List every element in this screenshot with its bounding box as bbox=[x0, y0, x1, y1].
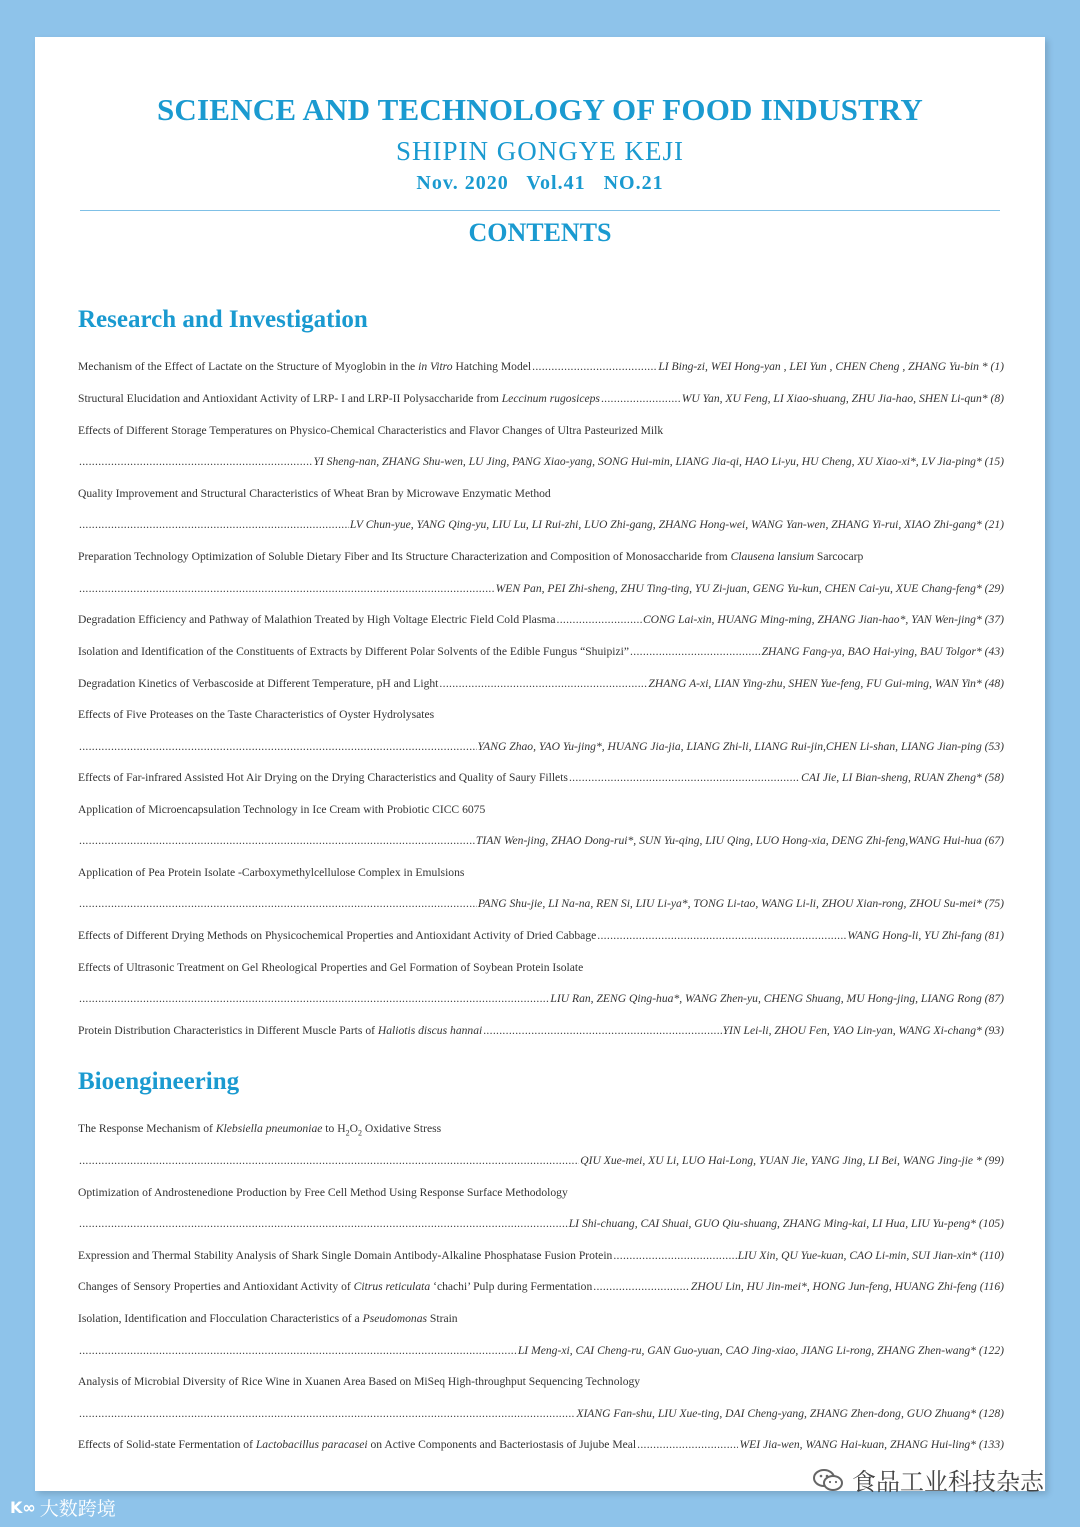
toc-entry bbox=[78, 708, 1004, 724]
toc-authors: LIU Xin, QU Yue-kuan, CAO Li-min, SUI Jian-xin* (110) bbox=[737, 1249, 1004, 1262]
leader-dots bbox=[79, 1217, 568, 1230]
toc-authors: YI Sheng-nan, ZHANG Shu-wen, LU Jing, PANG Xiao-yang, SONG Hui-min, LIANG Jia-qi, HAO Li-yu, HU Cheng, XU Xiao-xi*, LV Jia-ping* (15) bbox=[313, 455, 1004, 468]
leader-dots bbox=[630, 645, 761, 658]
wechat-icon bbox=[812, 1467, 844, 1493]
leader-dots bbox=[637, 1438, 738, 1451]
leader-dots bbox=[532, 360, 657, 373]
leader-dots bbox=[79, 582, 495, 595]
toc-title: Effects of Different Drying Methods on Physicochemical Properties and Antioxidant Activity of Dried Cabbage bbox=[78, 929, 597, 942]
toc-entry bbox=[78, 961, 1004, 977]
leader-dots bbox=[79, 992, 549, 1005]
toc-title: Analysis of Microbial Diversity of Rice Wine in Xuanen Area Based on MiSeq High-throughput Sequencing Technology bbox=[78, 1375, 641, 1388]
corner-logo bbox=[10, 1494, 116, 1521]
leader-dots bbox=[439, 677, 647, 690]
toc-entry bbox=[78, 929, 1004, 945]
toc-authors: ZHANG Fang-ya, BAO Hai-ying, BAU Tolgor* (43) bbox=[761, 645, 1004, 658]
toc-entry bbox=[78, 1024, 1004, 1040]
toc-title: Degradation Efficiency and Pathway of Malathion Treated by High Voltage Electric Field Cold Plasma bbox=[78, 613, 556, 626]
toc-entry bbox=[78, 645, 1004, 661]
pinyin-title: SHIPIN GONGYE KEJI bbox=[396, 136, 684, 166]
toc-title: Protein Distribution Characteristics in Different Muscle Parts of Haliotis discus hannai bbox=[78, 1024, 483, 1037]
toc-title: Mechanism of the Effect of Lactate on the Structure of Myoglobin in the in Vitro Hatching Model bbox=[78, 360, 532, 373]
toc-authors: CAI Jie, LI Bian-sheng, RUAN Zheng* (58) bbox=[801, 771, 1004, 784]
toc-authors: LI Bing-zi, WEI Hong-yan , LEI Yun , CHEN Cheng , ZHANG Yu-bin * (1) bbox=[658, 360, 1004, 373]
toc-entry bbox=[78, 1186, 1004, 1202]
toc-entry bbox=[78, 1312, 1004, 1328]
toc-entry bbox=[78, 1217, 1004, 1233]
toc-title: Effects of Far-infrared Assisted Hot Air Drying on the Drying Characteristics and Quality of Saury Fillets bbox=[78, 771, 568, 784]
toc-authors: WU Yan, XU Feng, LI Xiao-shuang, ZHU Jia-hao, SHEN Li-qun* (8) bbox=[681, 392, 1004, 405]
leader-dots bbox=[79, 740, 477, 753]
toc-title: Changes of Sensory Properties and Antioxidant Activity of Citrus reticulata ‘chachi’ Pulp during Fermentation bbox=[78, 1280, 593, 1293]
toc-title: The Response Mechanism of Klebsiella pneumoniae to $H_2O_2$ Oxidative Stress bbox=[78, 1122, 442, 1138]
leader-dots bbox=[557, 613, 642, 626]
toc-authors: TIAN Wen-jing, ZHAO Dong-rui*, SUN Yu-qing, LIU Qing, LUO Hong-xia, DENG Zhi-feng,WANG Hui-hua (67) bbox=[475, 834, 1004, 847]
toc-title: Degradation Kinetics of Verbascoside at Different Temperature, pH and Light bbox=[78, 677, 439, 690]
toc-entry bbox=[78, 487, 1004, 503]
toc-title: Isolation and Identification of the Constituents of Extracts by Different Polar Solvents of the Edible Fungus “Shuipizi” bbox=[78, 645, 630, 658]
toc-authors: LI Meng-xi, CAI Cheng-ru, GAN Guo-yuan, CAO Jing-xiao, JIANG Li-rong, ZHANG Zhen-wang* (122) bbox=[517, 1344, 1004, 1357]
toc-entry bbox=[78, 1375, 1004, 1391]
leader-dots bbox=[79, 834, 475, 847]
toc-entry bbox=[78, 455, 1004, 471]
toc-title: Effects of Ultrasonic Treatment on Gel Rheological Properties and Gel Formation of Soybean Protein Isolate bbox=[78, 961, 584, 974]
watermark-text: 食品工业科技杂志 bbox=[852, 1468, 1044, 1496]
section-heading-research: Research and Investigation bbox=[78, 306, 368, 333]
toc-authors: LIU Ran, ZENG Qing-hua*, WANG Zhen-yu, CHENG Shuang, MU Hong-jing, LIANG Rong (87) bbox=[550, 992, 1004, 1005]
toc-entry bbox=[78, 424, 1004, 440]
toc-authors: YIN Lei-li, ZHOU Fen, YAO Lin-yan, WANG Xi-chang* (93) bbox=[722, 1024, 1004, 1037]
leader-dots bbox=[79, 518, 349, 531]
issue-info: Nov. 2020 Vol.41 NO.21 bbox=[416, 172, 664, 194]
toc-title: Application of Microencapsulation Technology in Ice Cream with Probiotic CICC 6075 bbox=[78, 803, 486, 816]
toc-authors: QIU Xue-mei, XU Li, LUO Hai-Long, YUAN Jie, YANG Jing, LI Bei, WANG Jing-jie * (99) bbox=[580, 1154, 1004, 1167]
toc-authors: PANG Shu-jie, LI Na-na, REN Si, LIU Li-ya*, TONG Li-tao, WANG Li-li, ZHOU Xian-rong, ZHOU Su-mei* (75) bbox=[477, 897, 1004, 910]
toc-authors: YANG Zhao, YAO Yu-jing*, HUANG Jia-jia, LIANG Zhi-li, LIANG Rui-jin,CHEN Li-shan, LIANG Jian-ping (53) bbox=[477, 740, 1004, 753]
toc-entry bbox=[78, 1438, 1004, 1454]
leader-dots bbox=[483, 1024, 721, 1037]
toc-entry bbox=[78, 1344, 1004, 1360]
toc-title: Preparation Technology Optimization of Soluble Dietary Fiber and Its Structure Characterization and Composition of Monosaccharide from Clausena lansium Sarcocarp bbox=[78, 550, 864, 563]
leader-dots bbox=[79, 455, 312, 468]
toc-title: Quality Improvement and Structural Characteristics of Wheat Bran by Microwave Enzymatic Method bbox=[78, 487, 551, 500]
leader-dots bbox=[79, 1407, 575, 1420]
toc-authors: CONG Lai-xin, HUANG Ming-ming, ZHANG Jian-hao*, YAN Wen-jing* (37) bbox=[642, 613, 1004, 626]
leader-dots bbox=[597, 929, 846, 942]
leader-dots bbox=[601, 392, 681, 405]
toc-entry bbox=[78, 771, 1004, 787]
toc-entry bbox=[78, 1249, 1004, 1265]
wechat-watermark bbox=[812, 1462, 1044, 1497]
corner-logo-icon: K∞ bbox=[10, 1498, 36, 1517]
leader-dots bbox=[569, 771, 800, 784]
journal-title: SCIENCE AND TECHNOLOGY OF FOOD INDUSTRY bbox=[156, 92, 924, 127]
toc-title: Effects of Five Proteases on the Taste Characteristics of Oyster Hydrolysates bbox=[78, 708, 435, 721]
contents-heading: CONTENTS bbox=[468, 218, 612, 247]
toc-title: Application of Pea Protein Isolate -Carboxymethylcellulose Complex in Emulsions bbox=[78, 866, 465, 879]
leader-dots bbox=[613, 1249, 736, 1262]
toc-entry bbox=[78, 803, 1004, 819]
toc-entry bbox=[78, 834, 1004, 850]
toc-entry bbox=[78, 677, 1004, 693]
toc-title: Effects of Different Storage Temperatures on Physico-Chemical Characteristics and Flavor Changes of Ultra Pasteurized Milk bbox=[78, 424, 664, 437]
toc-entry bbox=[78, 740, 1004, 756]
toc-entry bbox=[78, 1122, 1004, 1138]
toc-entry bbox=[78, 897, 1004, 913]
toc-entry bbox=[78, 582, 1004, 598]
toc-authors: ZHANG A-xi, LIAN Ying-zhu, SHEN Yue-feng, FU Gui-ming, WAN Yin* (48) bbox=[648, 677, 1004, 690]
toc-authors: LI Shi-chuang, CAI Shuai, GUO Qiu-shuang, ZHANG Ming-kai, LI Hua, LIU Yu-peng* (105) bbox=[568, 1217, 1004, 1230]
toc-entry bbox=[78, 550, 1004, 566]
toc-entry bbox=[78, 866, 1004, 882]
toc-entry bbox=[78, 392, 1004, 408]
toc-authors: WEN Pan, PEI Zhi-sheng, ZHU Ting-ting, YU Zi-juan, GENG Yu-kun, CHEN Cai-yu, XUE Chang-feng* (29) bbox=[495, 582, 1004, 595]
toc-entry bbox=[78, 518, 1004, 534]
toc-title: Effects of Solid-state Fermentation of Lactobacillus paracasei on Active Components and Bacteriostasis of Jujube Meal bbox=[78, 1438, 637, 1451]
toc-authors: WANG Hong-li, YU Zhi-fang (81) bbox=[847, 929, 1004, 942]
toc-authors: WEI Jia-wen, WANG Hai-kuan, ZHANG Hui-ling* (133) bbox=[739, 1438, 1004, 1451]
toc-authors: ZHOU Lin, HU Jin-mei*, HONG Jun-feng, HUANG Zhi-feng (116) bbox=[690, 1280, 1004, 1293]
leader-dots bbox=[79, 1344, 517, 1357]
document-page bbox=[35, 37, 1045, 1491]
toc-title: Expression and Thermal Stability Analysis of Shark Single Domain Antibody-Alkaline Phosphatase Fusion Protein bbox=[78, 1249, 613, 1262]
toc-entry bbox=[78, 613, 1004, 629]
toc-title: Structural Elucidation and Antioxidant Activity of LRP- I and LRP-II Polysaccharide from Leccinum rugosiceps bbox=[78, 392, 600, 405]
leader-dots bbox=[593, 1280, 690, 1293]
corner-logo-text: 大数跨境 bbox=[39, 1498, 116, 1520]
leader-dots bbox=[79, 897, 477, 910]
toc-entry bbox=[78, 1280, 1004, 1296]
toc-title: Optimization of Androstenedione Production by Free Cell Method Using Response Surface Methodology bbox=[78, 1186, 568, 1199]
toc-authors: LV Chun-yue, YANG Qing-yu, LIU Lu, LI Rui-zhi, LUO Zhi-gang, ZHANG Hong-wei, WANG Yan-wen, ZHANG Yi-rui, XIAO Zhi-gang* (21) bbox=[349, 518, 1004, 531]
toc-title: Isolation, Identification and Flocculation Characteristics of a Pseudomonas Strain bbox=[78, 1312, 458, 1325]
toc-authors: XIANG Fan-shu, LIU Xue-ting, DAI Cheng-yang, ZHANG Zhen-dong, GUO Zhuang* (128) bbox=[576, 1407, 1004, 1420]
toc-entry bbox=[78, 360, 1004, 376]
leader-dots bbox=[79, 1154, 579, 1167]
toc-entry bbox=[78, 1407, 1004, 1423]
divider bbox=[80, 210, 1000, 211]
section-heading-bioengineering: Bioengineering bbox=[78, 1068, 240, 1095]
toc-entry bbox=[78, 1154, 1004, 1170]
toc-entry bbox=[78, 992, 1004, 1008]
